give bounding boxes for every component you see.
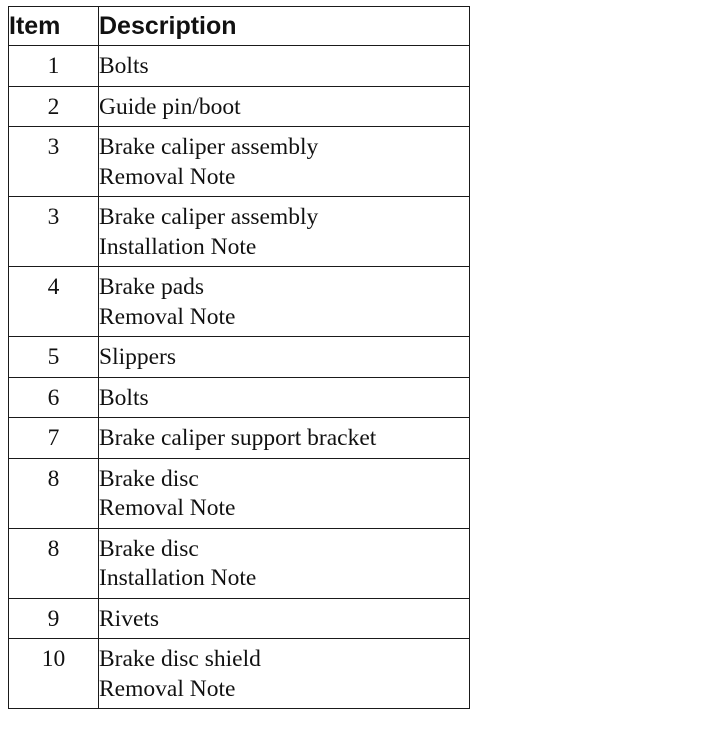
table-row bbox=[9, 458, 470, 528]
description-cell bbox=[99, 598, 470, 639]
description-cell bbox=[99, 86, 470, 127]
description-note: Removal Note bbox=[99, 163, 236, 190]
description-column-header: Description bbox=[99, 7, 470, 46]
description-note: Installation Note bbox=[99, 233, 257, 260]
item-number-cell: 9 bbox=[9, 598, 99, 639]
description-cell bbox=[99, 458, 470, 528]
table-row bbox=[9, 377, 470, 418]
table-row bbox=[9, 418, 470, 459]
parts-table bbox=[8, 6, 470, 709]
description-cell bbox=[99, 337, 470, 378]
description-note: Installation Note bbox=[99, 565, 257, 591]
table-row bbox=[9, 598, 470, 639]
description-text: Rivets bbox=[99, 605, 160, 632]
table-row bbox=[9, 86, 470, 127]
table-row bbox=[9, 127, 470, 197]
item-number-cell: 2 bbox=[9, 86, 99, 127]
description-cell bbox=[99, 418, 470, 459]
table-row bbox=[9, 337, 470, 378]
item-number-cell: 3 bbox=[9, 127, 99, 197]
description-cell bbox=[99, 127, 470, 197]
item-number-cell: 4 bbox=[9, 267, 99, 337]
description-text: Brake caliper assembly bbox=[99, 204, 319, 230]
item-column-header: Item bbox=[9, 7, 99, 46]
description-text: Slippers bbox=[99, 344, 177, 370]
item-number-cell: 5 bbox=[9, 337, 99, 378]
description-text: Guide pin/boot bbox=[99, 93, 241, 120]
item-number-cell: 7 bbox=[9, 418, 99, 459]
table-row bbox=[9, 639, 470, 709]
item-number-cell: 10 bbox=[9, 639, 99, 709]
parts-table-container bbox=[8, 6, 470, 709]
item-number-cell: 6 bbox=[9, 377, 99, 418]
description-cell bbox=[99, 46, 470, 87]
table-row bbox=[9, 197, 470, 267]
table-row bbox=[9, 267, 470, 337]
table-header-row bbox=[9, 7, 470, 46]
item-number-cell: 1 bbox=[9, 46, 99, 87]
table-row bbox=[9, 46, 470, 87]
description-cell bbox=[99, 528, 470, 598]
item-number-cell: 8 bbox=[9, 528, 99, 598]
description-text: Brake caliper assembly bbox=[99, 134, 319, 160]
description-note: Removal Note bbox=[99, 303, 236, 330]
description-note: Removal Note bbox=[99, 495, 236, 521]
item-number-cell: 3 bbox=[9, 197, 99, 267]
description-text: Bolts bbox=[99, 53, 149, 79]
table-body bbox=[9, 46, 470, 709]
item-number-cell: 8 bbox=[9, 458, 99, 528]
description-note: Removal Note bbox=[99, 675, 236, 702]
description-text: Brake disc shield bbox=[99, 646, 261, 672]
description-cell bbox=[99, 377, 470, 418]
description-text: Brake pads bbox=[99, 274, 205, 300]
description-text: Brake disc bbox=[99, 535, 199, 562]
description-cell bbox=[99, 197, 470, 267]
description-text: Brake caliper support bracket bbox=[99, 425, 377, 451]
description-text: Brake disc bbox=[99, 465, 199, 492]
description-text: Bolts bbox=[99, 384, 149, 411]
description-cell bbox=[99, 639, 470, 709]
description-cell bbox=[99, 267, 470, 337]
table-row bbox=[9, 528, 470, 598]
